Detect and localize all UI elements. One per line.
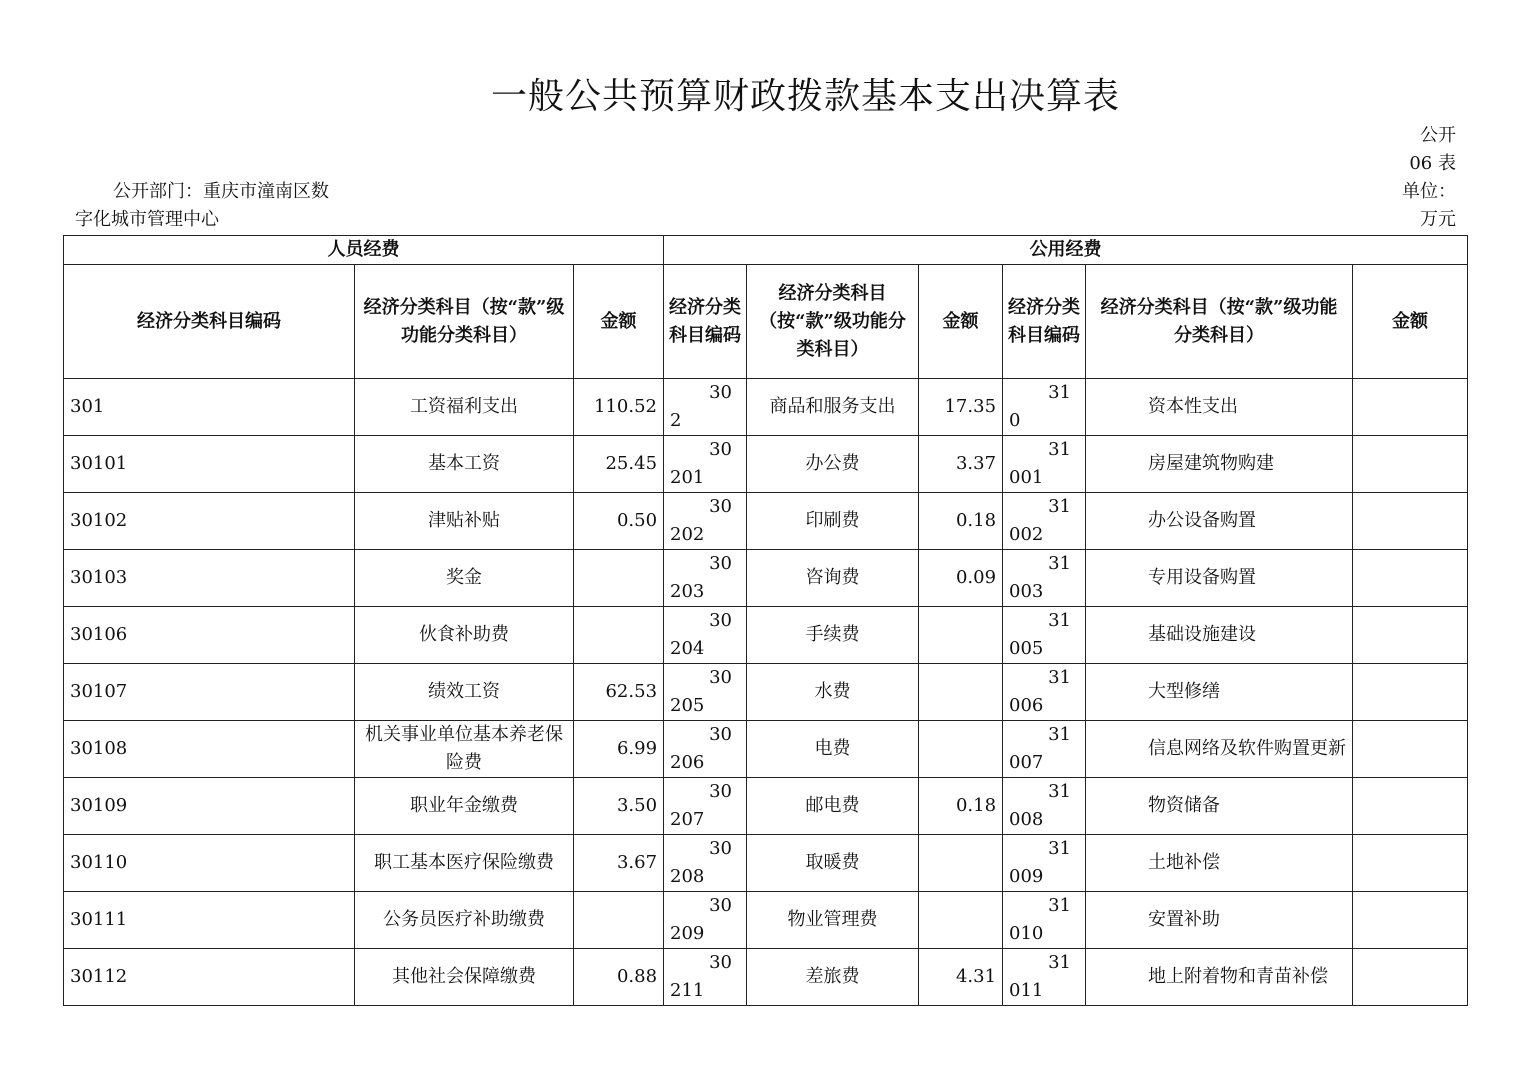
capital-code: [1003, 493, 1086, 550]
personnel-code: 30109: [64, 778, 355, 835]
header-code-mid: 经济分类科目编码: [664, 265, 747, 379]
capital-subject: [1086, 550, 1353, 607]
personnel-code: 30111: [64, 892, 355, 949]
capital-amount: [1353, 892, 1468, 949]
capital-subject: [1086, 892, 1353, 949]
public-code-suffix: 202: [670, 524, 705, 545]
personnel-subject: 津贴补贴: [355, 493, 574, 550]
table-row: [64, 949, 1468, 1006]
public-code: [664, 379, 747, 436]
capital-amount: [1353, 493, 1468, 550]
personnel-amount: 3.67: [574, 835, 664, 892]
capital-subject-text: 专用设备购置: [1148, 567, 1257, 588]
personnel-amount: [574, 607, 664, 664]
personnel-amount: 0.88: [574, 949, 664, 1006]
capital-subject-text: 资本性支出: [1148, 396, 1239, 417]
public-code: [664, 835, 747, 892]
public-code-prefix: 30: [709, 781, 733, 802]
capital-code-prefix: 31: [1048, 439, 1072, 460]
capital-amount: [1353, 607, 1468, 664]
capital-subject-text: 土地补偿: [1148, 852, 1221, 873]
personnel-code: 30112: [64, 949, 355, 1006]
public-code-prefix: 30: [709, 496, 733, 517]
capital-subject: [1086, 778, 1353, 835]
capital-code: [1003, 778, 1086, 835]
personnel-amount: 62.53: [574, 664, 664, 721]
public-code-suffix: 2: [670, 410, 682, 431]
capital-code-prefix: 31: [1048, 952, 1072, 973]
table-row: [64, 607, 1468, 664]
public-code: [664, 493, 747, 550]
public-code: [664, 949, 747, 1006]
public-amount: [919, 835, 1003, 892]
unit-line1: 单位：: [1402, 181, 1456, 202]
table-row: [64, 778, 1468, 835]
capital-code-prefix: 31: [1048, 610, 1072, 631]
capital-code: [1003, 892, 1086, 949]
public-code-prefix: 30: [709, 610, 733, 631]
capital-code-suffix: 007: [1009, 752, 1044, 773]
header-column-row: [64, 265, 1468, 379]
public-code-prefix: 30: [709, 667, 733, 688]
personnel-subject: 奖金: [355, 550, 574, 607]
capital-code: [1003, 664, 1086, 721]
public-code-suffix: 205: [670, 695, 705, 716]
capital-amount: [1353, 835, 1468, 892]
personnel-amount: 0.50: [574, 493, 664, 550]
capital-code-prefix: 31: [1048, 838, 1072, 859]
personnel-subject: 伙食补助费: [355, 607, 574, 664]
public-subject: 取暖费: [747, 835, 919, 892]
capital-amount: [1353, 550, 1468, 607]
unit-line2: 万元: [1420, 209, 1456, 230]
capital-subject: [1086, 493, 1353, 550]
capital-code: [1003, 949, 1086, 1006]
table-row: [64, 550, 1468, 607]
capital-subject-text: 信息网络及软件购置更新: [1148, 738, 1347, 759]
table-row: [64, 436, 1468, 493]
personnel-subject: 绩效工资: [355, 664, 574, 721]
table-row: [64, 379, 1468, 436]
capital-code-suffix: 002: [1009, 524, 1044, 545]
capital-subject: [1086, 664, 1353, 721]
dept-line1: [113, 178, 329, 206]
public-amount: 17.35: [919, 379, 1003, 436]
public-subject: 办公费: [747, 436, 919, 493]
public-subject: 商品和服务支出: [747, 379, 919, 436]
table-row: [64, 664, 1468, 721]
personnel-code: 30108: [64, 721, 355, 778]
public-code-suffix: 204: [670, 638, 705, 659]
public-amount: 0.09: [919, 550, 1003, 607]
public-amount: 4.31: [919, 949, 1003, 1006]
capital-code: [1003, 721, 1086, 778]
header-personnel: 人员经费: [64, 236, 664, 265]
public-code-prefix: 30: [709, 382, 733, 403]
capital-amount: [1353, 778, 1468, 835]
table-row: [64, 721, 1468, 778]
header-subject-mid: 经济分类科目（按“款”级功能分类科目）: [747, 265, 919, 379]
public-subject: 咨询费: [747, 550, 919, 607]
header-code: 经济分类科目编码: [64, 265, 355, 379]
personnel-amount: 110.52: [574, 379, 664, 436]
personnel-code: 30110: [64, 835, 355, 892]
capital-code-suffix: 001: [1009, 467, 1044, 488]
table-body: [64, 379, 1468, 1006]
capital-subject-text: 地上附着物和青苗补偿: [1148, 966, 1329, 987]
budget-table: [63, 235, 1468, 1006]
capital-code-suffix: 008: [1009, 809, 1044, 830]
public-subject: 水费: [747, 664, 919, 721]
capital-code-prefix: 31: [1048, 781, 1072, 802]
capital-amount: [1353, 664, 1468, 721]
capital-subject: [1086, 379, 1353, 436]
capital-amount: [1353, 721, 1468, 778]
capital-code-prefix: 31: [1048, 724, 1072, 745]
public-code: [664, 778, 747, 835]
public-subject: 邮电费: [747, 778, 919, 835]
public-code: [664, 550, 747, 607]
capital-code-prefix: 31: [1048, 382, 1072, 403]
capital-code: [1003, 835, 1086, 892]
capital-amount: [1353, 949, 1468, 1006]
capital-code-prefix: 31: [1048, 667, 1072, 688]
public-subject: 印刷费: [747, 493, 919, 550]
capital-code-suffix: 009: [1009, 866, 1044, 887]
personnel-amount: [574, 892, 664, 949]
capital-subject-text: 房屋建筑物购建: [1148, 453, 1275, 474]
header-subject: 经济分类科目（按“款”级功能分类科目）: [355, 265, 574, 379]
public-code-suffix: 209: [670, 923, 705, 944]
personnel-subject: 职业年金缴费: [355, 778, 574, 835]
capital-subject-text: 物资储备: [1148, 795, 1221, 816]
header-public: 公用经费: [664, 236, 1468, 265]
dept-line2: [75, 206, 219, 234]
public-code: [664, 436, 747, 493]
personnel-code: 30101: [64, 436, 355, 493]
capital-subject: [1086, 835, 1353, 892]
table-row: [64, 892, 1468, 949]
table-row: [64, 493, 1468, 550]
public-amount: [919, 721, 1003, 778]
form-id-line2: 06 表: [1409, 153, 1456, 174]
public-code-prefix: 30: [709, 439, 733, 460]
public-code-prefix: 30: [709, 838, 733, 859]
capital-amount: [1353, 379, 1468, 436]
personnel-code: 30107: [64, 664, 355, 721]
capital-code-suffix: 006: [1009, 695, 1044, 716]
capital-code: [1003, 550, 1086, 607]
public-code-suffix: 211: [670, 980, 705, 1001]
public-code-prefix: 30: [709, 895, 733, 916]
personnel-subject: 职工基本医疗保险缴费: [355, 835, 574, 892]
capital-subject-text: 大型修缮: [1148, 681, 1221, 702]
header-subject-right: 经济分类科目（按“款”级功能分类科目）: [1086, 265, 1353, 379]
public-code-prefix: 30: [709, 553, 733, 574]
capital-code: [1003, 379, 1086, 436]
public-code-suffix: 208: [670, 866, 705, 887]
public-amount: [919, 664, 1003, 721]
capital-code-suffix: 011: [1009, 980, 1044, 1001]
capital-subject: [1086, 949, 1353, 1006]
form-id-line1: 公开: [1420, 125, 1456, 146]
public-code-suffix: 206: [670, 752, 705, 773]
personnel-amount: 25.45: [574, 436, 664, 493]
capital-code-suffix: 0: [1009, 410, 1021, 431]
capital-subject-text: 基础设施建设: [1148, 624, 1257, 645]
capital-subject: [1086, 436, 1353, 493]
header-code-right: 经济分类科目编码: [1003, 265, 1086, 379]
capital-code-suffix: 005: [1009, 638, 1044, 659]
personnel-subject: 基本工资: [355, 436, 574, 493]
capital-code: [1003, 607, 1086, 664]
capital-amount: [1353, 436, 1468, 493]
public-subject: 电费: [747, 721, 919, 778]
capital-code: [1003, 436, 1086, 493]
page-title: 一般公共预算财政拨款基本支出决算表: [490, 76, 1120, 117]
personnel-code: 30103: [64, 550, 355, 607]
capital-code-suffix: 003: [1009, 581, 1044, 602]
dept-line1-text: 公开部门：重庆市潼南区数: [113, 181, 329, 202]
public-code: [664, 664, 747, 721]
personnel-code: 30102: [64, 493, 355, 550]
header-amount-mid: 金额: [919, 265, 1003, 379]
header-amount: 金额: [574, 265, 664, 379]
public-subject: 差旅费: [747, 949, 919, 1006]
form-meta-right: [1402, 122, 1456, 234]
public-code-prefix: 30: [709, 952, 733, 973]
capital-subject: [1086, 721, 1353, 778]
public-amount: [919, 892, 1003, 949]
header-amount-right: 金额: [1353, 265, 1468, 379]
capital-code-suffix: 010: [1009, 923, 1044, 944]
public-code: [664, 607, 747, 664]
personnel-subject: 公务员医疗补助缴费: [355, 892, 574, 949]
capital-code-prefix: 31: [1048, 496, 1072, 517]
capital-subject-text: 办公设备购置: [1148, 510, 1257, 531]
personnel-amount: 3.50: [574, 778, 664, 835]
dept-line2-text: 字化城市管理中心: [75, 209, 219, 230]
public-code: [664, 721, 747, 778]
capital-subject: [1086, 607, 1353, 664]
personnel-code: 301: [64, 379, 355, 436]
public-code-suffix: 203: [670, 581, 705, 602]
personnel-subject: 其他社会保障缴费: [355, 949, 574, 1006]
public-code-suffix: 201: [670, 467, 705, 488]
header-group-row: [64, 236, 1468, 265]
public-amount: 0.18: [919, 778, 1003, 835]
public-code-prefix: 30: [709, 724, 733, 745]
table-row: [64, 835, 1468, 892]
public-code: [664, 892, 747, 949]
public-subject: 手续费: [747, 607, 919, 664]
public-subject: 物业管理费: [747, 892, 919, 949]
personnel-amount: 6.99: [574, 721, 664, 778]
public-amount: 3.37: [919, 436, 1003, 493]
personnel-code: 30106: [64, 607, 355, 664]
capital-code-prefix: 31: [1048, 895, 1072, 916]
public-amount: 0.18: [919, 493, 1003, 550]
personnel-subject: 工资福利支出: [355, 379, 574, 436]
capital-code-prefix: 31: [1048, 553, 1072, 574]
personnel-subject: 机关事业单位基本养老保险费: [355, 721, 574, 778]
public-amount: [919, 607, 1003, 664]
public-code-suffix: 207: [670, 809, 705, 830]
personnel-amount: [574, 550, 664, 607]
capital-subject-text: 安置补助: [1148, 909, 1221, 930]
